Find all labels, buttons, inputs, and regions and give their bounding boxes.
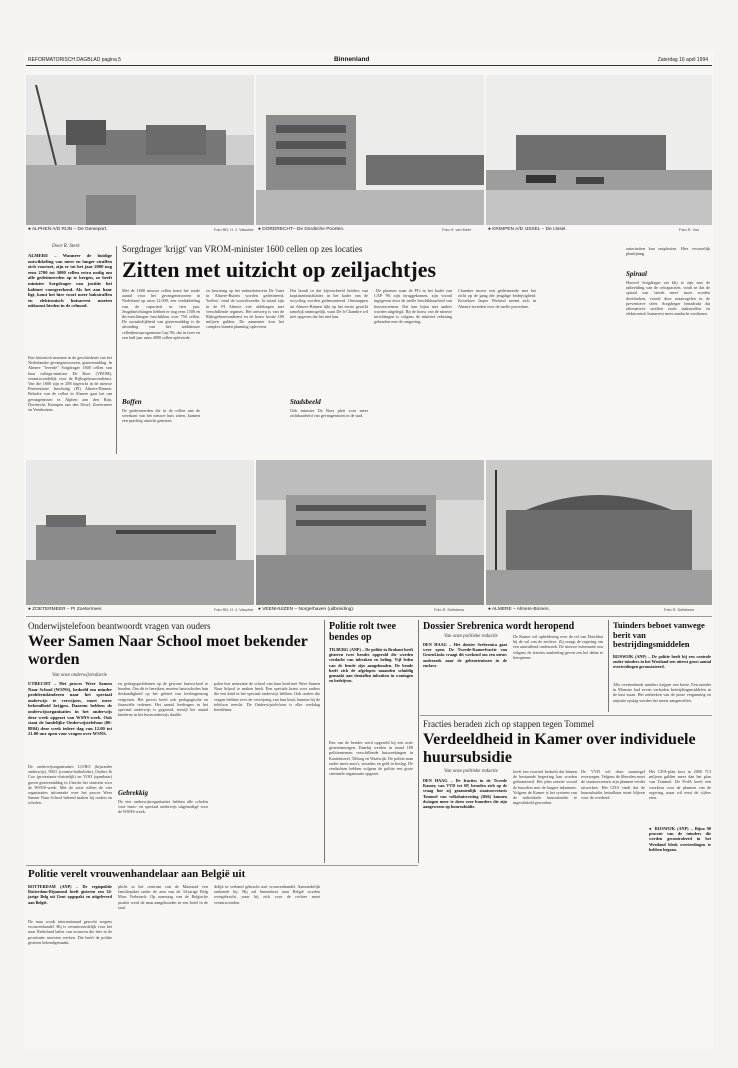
- main-col1: Een historisch moment in de geschiedenis van het Nederlandse gevangeniswezen, gisteremiddag. In Almere "leverde" Sorgdrager 1600 cellen van haar collega-minister De Boer (VROM), verantwoordelijk voor de Rijksgebouwendienst. Van die 1600 zijn er 288 ingericht in de nieuwe Penitentiaire Inrichting (PI) Almere-Binnen. Behalve van de cellen in Almere gaat het om gevangenissen in Alphen aan den Rijn, Dordrecht, Krimpen aan den IJssel, Zoetermeer en Veenhuizen.: [28, 355, 112, 413]
- belgium-col3: delijk in verband gebracht met vrouwenhandel. Aanvankelijk ontkende hij. Hij zal binnenkort naar België worden overgebracht, waar hij zich voor de rechter moet verantwoorden.: [214, 884, 320, 905]
- school-col3: palen hoe annexatie de school van haar kind met Weer Samen Naar School te maken heeft. Een speciale krant voor ouders die een kind in het speciaal onderwijs hebben. Ook ouders die vragen hebben over de verwijzing van hun kind, kunnen bij de telefoon terecht. De Onderwijstelefoon is elke werkdag bereikbaar.: [214, 681, 320, 713]
- newspaper-page: [24, 50, 714, 1050]
- caption-krimpen: ● KRIMPEN A/D IJSSEL – De IJssel.: [488, 227, 567, 232]
- section-title: Binnenland: [334, 56, 370, 63]
- school-col2: en gedragsproblemen op de gewone basisschool te houden. Om dit te bereiken, moeten basisscholen hun deskundigheid op het gebied van leerlingenzorg vergroten. Het proces heeft ook pedagogische en financiële redenen. Het aantal leerlingen in het speciaal onderwijs is gegroeid, terwijl het aantal kinderen in het basisonderwijs daalde.: [118, 681, 208, 718]
- issue-date: Zaterdag 16 april 1994: [657, 57, 708, 63]
- rent-col3: De VVD wil deze maatregel overwegen. Volgens de liberalen moet de staatssecretaris zijn plannen verder uitwerken. Het CDA vindt dat de huursubsidie betaalbaar moet blijven voor de overheid.: [581, 769, 645, 801]
- section-gebrekkig: Gebrekkig: [118, 789, 148, 797]
- main-col7: autoriteiten kan ontplooien. Hier vrouwelijk plantijning.: [626, 246, 710, 257]
- mid-rule: [26, 616, 712, 617]
- police-lead: TILBURG (ANP) – De politie in Brabant heeft gisteren twee bendes opgerold die worden verdacht van inbraken en heling. Vijf leden van de bende zijn aangehouden. De bende heeft zich de afgelopen maanden schuldig gemaakt aan tientallen inbraken in woningen en bedrijven.: [329, 647, 413, 684]
- main-kicker: Sorgdrager 'krijgt' van VROM-minister 1600 cellen op zes locaties: [122, 244, 363, 254]
- main-col5: ..De plaatsen waar de PI's in het kader van CAP '96 zijn teruggekomen, zijn vooral ingegeven door de snelle beschikbaarheid van bouwterreinen. Dat kan bijna niet anders worden uitgelegd. Bij de bouw van de nieuwe inrichtingen is volgens de minister rekening gehouden met de omgeving.: [374, 288, 452, 325]
- rent-rule: [420, 715, 712, 716]
- belgium-col2: plicht in het centrum van de Maasstad een familiepaket onder de arm van de 34-jarige Belg Marc Verbraeck. Op aanvraag van de Belgische justitie werd de man aangehouden in een hotel in de stad.: [118, 884, 208, 910]
- photo-krimpen: [486, 75, 712, 225]
- caption-veenhuizen: ● VEENHUIZEN – Norgerhaven (uitbreiding).: [258, 607, 355, 612]
- main-col2b: De gedetineerden die in de cellen aan de weerkant van het nieuwe huis zitten, kunnen een prachtig uitzicht genieten.: [122, 408, 200, 424]
- main-headline: Zitten met uitzicht op zeiljachtjes: [122, 257, 437, 282]
- main-right-columns: [542, 246, 712, 454]
- column-rule: [418, 620, 419, 863]
- credit-krimpen: Foto R. Vos: [679, 228, 699, 232]
- tuinders-headline: Tuinders beboet vanwege berit van bestrijdingsmiddelen: [613, 620, 705, 649]
- school-body: De onderwijsorganisaties LO/RO (bijzonder onderwijs), NKO (roomse-katholieke), Ouders & Coo (protestants-christelijk) en VOO (openbaar) gaven gisteremiddag in Utrecht het startsein voor de WSNS-week. Met de actie willen de vier organisaties informatie over het proces Weer Samen Naar School bekend maken bij ouders en scholen.: [28, 764, 112, 806]
- police-headline: Politie rolt twee bendes op: [329, 621, 397, 643]
- school-sub: Van onze onderwijsredactie: [52, 673, 108, 678]
- srebrenica-headline: Dossier Srebrenica wordt heropend: [423, 621, 575, 632]
- photo-almere: [486, 460, 712, 605]
- photo-alphen: [26, 75, 254, 225]
- rent-bullet: ● RIJSWIJK (ANP) – Bijna 90 procent van de tuinders die werden gecontroleerd in het Westland bleek overtredingen te hebben begaan.: [649, 826, 711, 852]
- credit-veenhuizen: Foto R. Dellekens: [434, 608, 465, 612]
- belgium-lead: ROTTERDAM (ANP) – De regiopolitie Rotterdam-Rijnmond heeft gisteren een 34-jarige Belg uit Gent opgepakt en uitgeleverd aan België.: [28, 884, 112, 905]
- main-col4b: Ook minister De Boer pleit voor meer zichtbaarheid van gevangenissen in de stad.: [290, 408, 368, 419]
- credit-dordrecht: Foto H. van Meer: [442, 228, 472, 232]
- photo-zoetermeer: [26, 460, 254, 605]
- belgium-rule: [26, 865, 418, 866]
- header-rule: [26, 65, 712, 66]
- school-col2b: De vier onderwijsorganisaties hebben alle scholen voor basis- en speciaal onderwijs uitgenodigd voor de WSNS-week.: [118, 799, 208, 815]
- police-body: Een van de bendes werd opgerold bij een actie gisterenmorgen. Daarbij werden in totaal 180 politiemensen verschillende huiszoekingen in Kaatsheuvel, Tilburg en Waalwijk. De politie nam onder meer auto's, sieraden en geld in beslag. De verdachten hebben volgens de politie een grote criminele organisatie opgezet.: [329, 740, 413, 777]
- column-rule: [324, 620, 325, 863]
- main-col6: Chambre moest een gedetineerde met het zicht op de gang der jeugdige bedrijvigheid. Kosteloze Jasper Wieland noemt zich in Almere tevreden over de snelle procedure.: [458, 288, 536, 309]
- main-byline: Door R. Sterk: [52, 244, 80, 249]
- belgium-headline: Politie verelt vrouwenhandelaar aan België uit: [28, 868, 246, 880]
- section-spiraal: Spiraal: [626, 270, 648, 278]
- school-headline: Weer Samen Naar School moet bekender worden: [28, 633, 308, 668]
- photo-veenhuizen: [256, 460, 484, 605]
- main-col7b: Hoewel Sorgdrager zei blij te zijn met de uitbreiding van de celcapaciteit, vindt ze dat de spiraal van 'steeds meer' moet worden doorbroken, vooral door maatregelen in de preventieve sfeer. Sorgdrager benadrukt dat alternatieve straffen zoals taakstraffen en elektronisch huisarrest meer aandacht verdienen.: [626, 280, 710, 317]
- caption-almere: ● ALMERE – Almere-Binnen.: [488, 607, 550, 612]
- rent-sub: Van onze politieke redactie: [444, 769, 498, 774]
- main-col2: Met de 1600 nieuwe cellen komt het totale aantal voor het gevangeniswezen in Nederland op ruim 12.000, een verdubbeling van de capaciteit in tien jaar. Jeugdinrichtingen hebben er nog eens 1500 en tbs-inrichtingen beschikken over 750 cellen. De oorzakelijkheid van gisteremiddag is de afronding van het ambitieuze cellenbouwprogramma Cap '96, dat in twee en een half jaar ruim 4000 cellen opleverde.: [122, 288, 200, 340]
- school-kicker: Onderwijstelefoon beantwoordt vragen van ouders: [28, 621, 211, 631]
- srebrenica-lead: DEN HAAG – Het dossier Srebrenica gaat weer open. De Tweede-Kamerfractie van GroenLinks vraagt dit weekend om een nieuw onderzoek naar de gebeurtenissen in de enclave.: [423, 642, 507, 668]
- section-stadsbeeld: Stadsbeeld: [290, 398, 321, 406]
- rent-col4: Het CDA-plan kost in 2000 713 miljoen gulden meer dan het plan van Tommel. De PvdA heeft een voorkeur voor de plannen van de regering, maar wil eerst de cijfers zien.: [649, 769, 711, 801]
- main-col4: Dat houdt in dat bijvoorbeeld bolders van kopiisteninstallaties in het kader van de recycling worden gedemonteerd. Ontsnappen uit Almere-Binnen lijkt op het eerste gezicht tamelijk ontmogelijk, want De Ir Chambre wil niet opgeven dat het niet kan.: [290, 288, 368, 320]
- school-lead: UTRECHT – Het proces Weer Samen Naar School (WSNS), bedoeld om minder probleemkinderen naar het speciaal onderwijs te verwijzen, moet meer bekendheid krijgen. Daarom hebben de onderwijsorganisaties in het onderwijs deze week opgezet van WSNS-week. Ook staat de landelijke Onderwijstelefoon (06-8804) deze week iedere dag van 12.00 tot 21.00 uur open voor vragen over WSNS.: [28, 681, 112, 737]
- tuinders-lead: RIJSWIJK (ANP) – De politie heeft bij een controle onder tuinders in het Westland een uiterst groot aantal overtredingen geconstateerd.: [613, 654, 711, 670]
- srebrenica-sub: Van onze politieke redactie: [444, 634, 498, 639]
- photo-dordrecht: [256, 75, 484, 225]
- credit-alphen: Foto RD, H. J. Visscher: [214, 228, 254, 232]
- srebrenica-body: De Kamer wil opheldering over de rol van Dutchbat bij de val van de enclave. Zij vraagt de regering om een aanvullend onderzoek. De nieuwe informatie zou volgens de fracties aanleiding geven om het debat te heropenen.: [513, 634, 603, 660]
- credit-almere: Foto R. Dellekens: [664, 608, 695, 612]
- column-rule: [116, 246, 117, 454]
- caption-dordrecht: ● DORDRECHT– De Dordsche Poorten.: [258, 227, 345, 232]
- main-lead: ALMERE – Wanneer de huidige ontwikkeling van meer en langer straffen zich voortzet, zijn er tot het jaar 2000 nog eens 2700 tot 3000 cellen extra nodig om alle gedetineerden op te bergen, zo heeft minister Sorgdrager van justitie het kabinet voorgerekend. Als het aan haar ligt, komt het hier voort meer bakstraffen en elektronisch huisarrest moeten uitkomst bieden in de celnood.: [28, 253, 112, 309]
- rent-col2: heeft een voorstel bedacht dat binnen de bestaande begroting kan worden gefinancierd. Het plan ontziet vooral de huurders met de laagste inkomens. Volgens de Kamer is het systeem van de individuele huursubsidie te ingewikkeld geworden.: [513, 769, 577, 806]
- column-rule: [608, 620, 609, 712]
- credit-zoetermeer: Foto RD, H. J. Visscher: [214, 608, 254, 612]
- rent-lead: DEN HAAG – De fracties in de Tweede Kamer, van VVD tot SP, beraden zich op de vraag hoe zij gezamenlijk staatssecretaris Tommel van volkshuisvesting (D66) kunnen dwingen meer te doen voor huurders die zijn aangewezen op huursubsidie.: [423, 778, 507, 810]
- tuinders-body: Alle overtredende tuinders krijgen een boete. Een tuinder in Monster had zeven verboden bestrijdingsmiddelen in de kast staan. Het ontbreken van de juiste vergunning en onjuiste opslag werden het meest aangetroffen.: [613, 682, 711, 703]
- main-col3: zo bewaring op het industrieterrein De Vaart in Almere-Buiten worden gedetineerd, 'boffen', vond de woordvoerder. In totaal zijn in de PI Almere vier afdelingen met verschillende regimes. Het ontwerp is van de Rijksgebouwendienst en de bouw kostte 100 miljoen gulden. De aannemer kon het complex binnen planning opleveren.: [206, 288, 284, 330]
- rent-headline: Verdeeldheid in Kamer over individuele huursubsidie: [423, 731, 696, 766]
- caption-zoetermeer: ● ZOETERMEER – PI Zoetermeer.: [28, 607, 103, 612]
- rent-kicker: Fracties beraden zich op stappen tegen Tommel: [423, 719, 595, 729]
- caption-alphen: ● ALPHEN A/D RIJN – De Genieport.: [28, 227, 108, 232]
- section-boffen: Boffen: [122, 398, 142, 406]
- newspaper-name: REFORMATORISCH DAGBLAD pagina 5: [28, 57, 121, 63]
- belgium-body: De man wordt internationaal gezocht wegens vrouwenhandel. Hij is verantwoordelijk voor het naar Nederland halen van vrouwen die hier in de prostitutie moesten werken. Dat heeft de politie gisteren bekendgemaakt.: [28, 919, 112, 945]
